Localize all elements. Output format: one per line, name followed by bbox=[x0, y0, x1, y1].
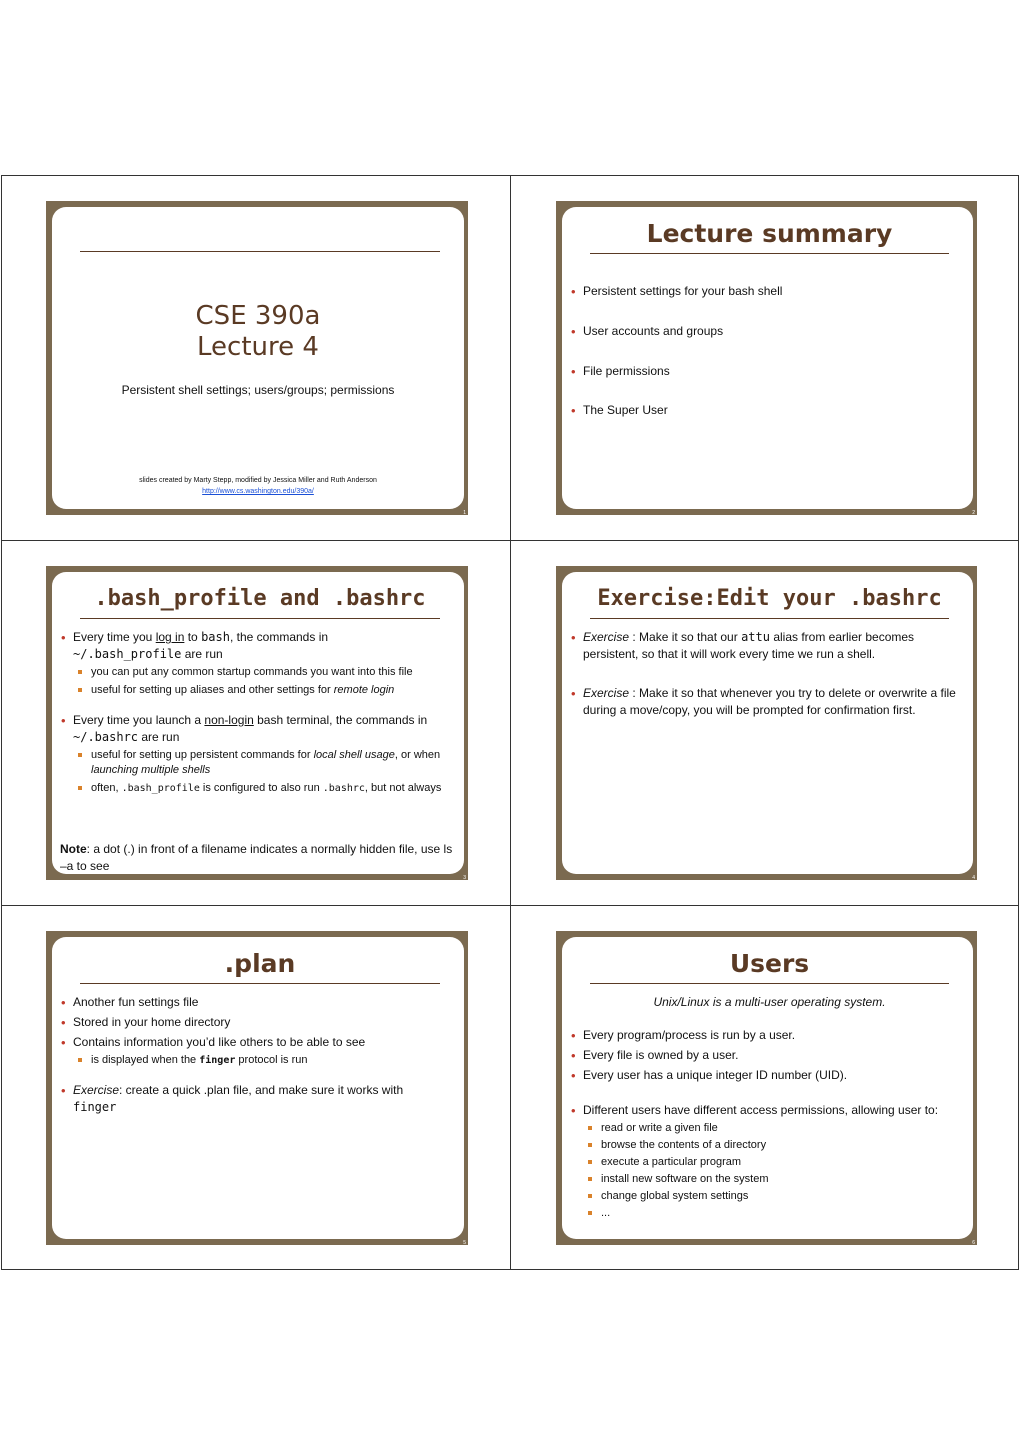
list-item bbox=[73, 1053, 460, 1068]
text: : Make it so that whenever you try to delete or overwrite a file during a move/copy, you will be prompted for confirmation first. bbox=[583, 686, 956, 717]
text: Every time you launch a bbox=[73, 713, 205, 727]
exercise-label: Exercise bbox=[583, 630, 630, 644]
text: alias from earlier becomes persistent, so that it will work every time we run a shell. bbox=[583, 630, 915, 661]
text: is displayed when the bbox=[91, 1054, 200, 1066]
list-item bbox=[73, 683, 460, 698]
slide-cell-4 bbox=[510, 540, 1019, 906]
sub-list bbox=[73, 665, 460, 698]
text: , or when bbox=[394, 749, 441, 761]
text: Every time you bbox=[73, 630, 156, 644]
list-item bbox=[60, 629, 460, 698]
list-item: • Another fun settings file bbox=[60, 994, 460, 1011]
tagline: Unix/Linux is a multi-user operating system. bbox=[653, 995, 886, 1009]
summary-list bbox=[570, 283, 969, 419]
text: are run bbox=[138, 730, 180, 744]
slide-note bbox=[60, 841, 458, 874]
list-item: read or write a given file bbox=[583, 1121, 969, 1136]
list-item: you can put any common startup commands you want into this file bbox=[73, 665, 460, 680]
text: useful for setting up aliases and other settings for bbox=[91, 684, 334, 696]
exercise-label: Exercise bbox=[583, 686, 630, 700]
code-term: ~/.bashrc bbox=[73, 730, 139, 744]
slide-number: 4 bbox=[972, 875, 975, 881]
slide-4 bbox=[556, 566, 977, 880]
course-url-link[interactable]: http://www.cs.washington.edu/390a/ bbox=[202, 488, 314, 495]
text: Contains information you’d like others to be able to see bbox=[73, 1035, 366, 1049]
list-item: execute a particular program bbox=[583, 1155, 969, 1170]
list-item bbox=[73, 748, 460, 778]
lecture-number: Lecture 4 bbox=[197, 332, 319, 362]
list-item: • The Super User bbox=[570, 402, 969, 419]
slide-5 bbox=[46, 931, 468, 1245]
text: bash terminal, the commands in bbox=[253, 713, 428, 727]
sub-list bbox=[73, 748, 460, 796]
emphasis: remote login bbox=[333, 684, 395, 696]
bullet-list bbox=[60, 629, 460, 796]
slide-1 bbox=[46, 201, 468, 515]
text: Different users have different access permissions, allowing user to: bbox=[583, 1103, 939, 1117]
sub-list bbox=[73, 1053, 460, 1068]
slide-number: 5 bbox=[463, 1240, 466, 1246]
list-item bbox=[73, 781, 460, 796]
list-item bbox=[60, 712, 460, 796]
slide-6 bbox=[556, 931, 977, 1245]
code-term: ~/.bash_profile bbox=[73, 647, 182, 661]
code-term: attu bbox=[741, 630, 770, 644]
text: useful for setting up persistent commands for bbox=[91, 749, 314, 761]
text: to bbox=[184, 630, 202, 644]
slide-title: Exercise:Edit your .bashrc bbox=[590, 582, 949, 619]
title-rule bbox=[80, 251, 440, 252]
slide-3 bbox=[46, 566, 468, 880]
list-item bbox=[60, 1034, 460, 1068]
slide-cell-5 bbox=[1, 905, 511, 1270]
exercise-label: Exercise bbox=[73, 1083, 120, 1097]
slide-cell-3 bbox=[1, 540, 511, 906]
handout-page bbox=[1, 175, 1019, 1270]
list-item: install new software on the system bbox=[583, 1172, 969, 1187]
slide-title: .plan bbox=[80, 947, 440, 984]
slide-number: 3 bbox=[463, 875, 466, 881]
slide-number: 1 bbox=[463, 510, 466, 516]
list-item: • File permissions bbox=[570, 363, 969, 380]
code-term: .bashrc bbox=[322, 783, 365, 794]
slide-cell-2 bbox=[510, 175, 1019, 541]
slide-number: 6 bbox=[972, 1240, 975, 1246]
emphasis: launching multiple shells bbox=[91, 764, 211, 776]
note-label: Note bbox=[60, 842, 87, 856]
list-item: • Stored in your home directory bbox=[60, 1014, 460, 1031]
list-item: ... bbox=[583, 1206, 969, 1221]
permissions-sub-list bbox=[583, 1121, 969, 1221]
list-item: browse the contents of a directory bbox=[583, 1138, 969, 1153]
code-term: bash bbox=[201, 630, 230, 644]
underlined-term: non-login bbox=[204, 713, 254, 727]
lecture-subtitle: Persistent shell settings; users/groups; permissions bbox=[121, 383, 395, 397]
list-item: • Every user has a unique integer ID number (UID). bbox=[570, 1067, 969, 1084]
slide-credit: slides created by Marty Stepp, modified by Jessica Miller and Ruth Anderson bbox=[139, 477, 377, 484]
code-term: finger bbox=[199, 1055, 236, 1066]
text: often, bbox=[91, 782, 122, 794]
list-item: • User accounts and groups bbox=[570, 323, 969, 340]
list-item: • Every program/process is run by a user. bbox=[570, 1027, 969, 1044]
slide-cell-1 bbox=[1, 175, 511, 541]
list-item bbox=[570, 1102, 969, 1221]
slide-title: Lecture summary bbox=[590, 217, 949, 254]
list-item: • Persistent settings for your bash shell bbox=[570, 283, 969, 300]
underlined-term: log in bbox=[155, 630, 185, 644]
text: protocol is run bbox=[235, 1054, 308, 1066]
text: are run bbox=[181, 647, 223, 661]
exercise-list bbox=[570, 629, 969, 719]
code-term: finger bbox=[73, 1100, 117, 1114]
slide-2 bbox=[556, 201, 977, 515]
bullet-list bbox=[570, 1027, 969, 1221]
list-item: • Every file is owned by a user. bbox=[570, 1047, 969, 1064]
list-item bbox=[570, 685, 969, 719]
slide-title: .bash_profile and .bashrc bbox=[80, 582, 440, 619]
text: , the commands in bbox=[229, 630, 329, 644]
slide-number: 2 bbox=[972, 510, 975, 516]
slide-cell-6 bbox=[510, 905, 1019, 1270]
lecture-title bbox=[52, 301, 464, 363]
course-name: CSE 390a bbox=[195, 301, 321, 331]
text: : Make it so that our bbox=[629, 630, 742, 644]
text: : create a quick .plan file, and make sure it works with bbox=[119, 1083, 404, 1097]
text: , but not always bbox=[364, 782, 442, 794]
list-item bbox=[570, 629, 969, 663]
slide-title: Users bbox=[590, 947, 949, 984]
note-text: : a dot (.) in front of a filename indicates a normally hidden file, use ls –a to see bbox=[60, 842, 453, 873]
list-item: change global system settings bbox=[583, 1189, 969, 1204]
list-item bbox=[60, 1082, 460, 1116]
bullet-list bbox=[60, 994, 460, 1116]
text: is configured to also run bbox=[199, 782, 323, 794]
emphasis: local shell usage bbox=[313, 749, 395, 761]
code-term: .bash_profile bbox=[121, 783, 200, 794]
